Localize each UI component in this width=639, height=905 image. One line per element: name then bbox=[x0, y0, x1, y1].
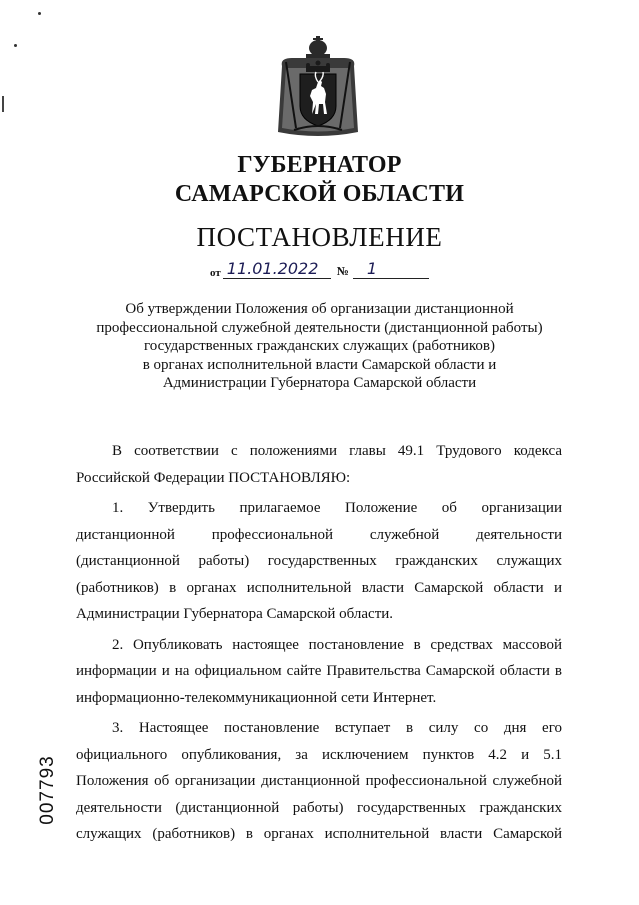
registration-number: 007793 bbox=[37, 755, 58, 825]
scan-mark bbox=[2, 96, 4, 112]
text-line: Положения об организации дистанционной профессиональной служебной bbox=[76, 773, 562, 789]
registration-stamp bbox=[14, 750, 84, 830]
text-line: Российской Федерации ПОСТАНОВЛЯЮ: bbox=[76, 469, 351, 486]
region-title: САМАРСКОЙ ОБЛАСТИ bbox=[174, 181, 465, 207]
text-line: (работников) в органах исполнительной власти Самарской области и bbox=[76, 579, 562, 596]
document-body bbox=[76, 438, 562, 852]
samara-coat-of-arms-emblem bbox=[272, 36, 364, 140]
document-subject bbox=[80, 300, 559, 393]
subject-line: Об утверждении Положения об организации дистанционной bbox=[125, 301, 514, 317]
number-label: № bbox=[336, 264, 349, 278]
document-number: 1 bbox=[353, 260, 429, 279]
scan-mark bbox=[38, 12, 41, 15]
text-line: дистанционной профессиональной служебной деятельности bbox=[76, 526, 562, 543]
text-line: информационно-телекоммуникационной сети Интернет. bbox=[76, 689, 437, 706]
preamble-paragraph bbox=[76, 438, 562, 491]
item-1-paragraph bbox=[76, 495, 562, 628]
text-line: деятельности (дистанционной работы) государственных гражданских bbox=[76, 799, 562, 816]
subject-line: в органах исполнительной власти Самарской области и bbox=[142, 356, 497, 373]
text-line: (дистанционной работы) государственных гражданских служащих bbox=[76, 553, 562, 569]
text-line: 2. Опубликовать настоящее постановление в средствах массовой bbox=[112, 636, 562, 653]
document-type-title: ПОСТАНОВЛЕНИЕ bbox=[196, 222, 443, 252]
document-date: 11.01.2022 bbox=[223, 260, 331, 279]
text-line: В соответствии с положениями главы 49.1 Трудового кодекса bbox=[112, 443, 562, 459]
date-from-label: от bbox=[210, 267, 221, 279]
subject-line: государственных гражданских служащих (работников) bbox=[143, 338, 495, 354]
item-3-paragraph bbox=[76, 715, 562, 848]
text-line: Администрации Губернатора Самарской области. bbox=[76, 606, 394, 622]
scan-mark bbox=[14, 44, 17, 47]
item-2-paragraph bbox=[76, 632, 562, 712]
subject-line: профессиональной служебной деятельности (дистанционной работы) bbox=[96, 319, 543, 336]
text-line: информации и на официальном сайте Правительства Самарской области в bbox=[76, 663, 562, 679]
text-line: официального опубликования, за исключением пунктов 4.2 и 5.1 bbox=[76, 746, 562, 763]
subject-line: Администрации Губернатора Самарской области bbox=[162, 375, 477, 391]
governor-title: ГУБЕРНАТОР bbox=[237, 152, 402, 178]
text-line: служащих (работников) в органах исполнительной власти Самарской bbox=[76, 826, 562, 842]
text-line: 3. Настоящее постановление вступает в силу со дня его bbox=[112, 720, 562, 736]
text-line: 1. Утвердить прилагаемое Положение об организации bbox=[112, 500, 562, 516]
date-number-line bbox=[210, 260, 429, 279]
